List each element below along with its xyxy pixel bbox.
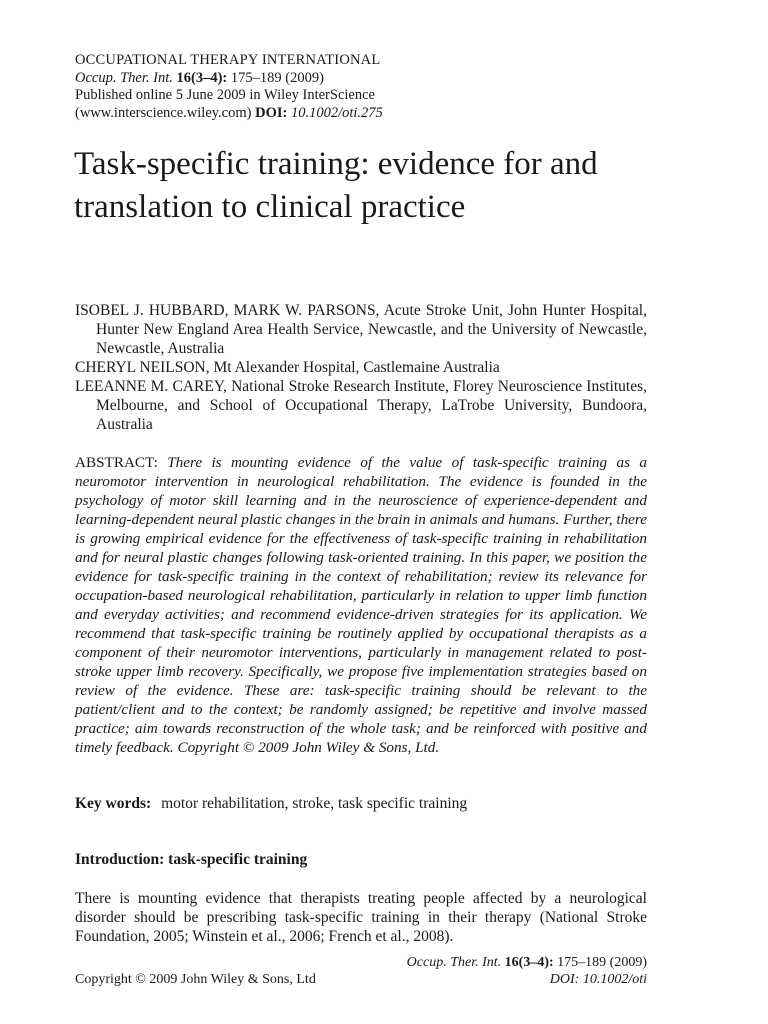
body-paragraph: There is mounting evidence that therapists treating people affected by a neurological disorder should be prescribing task-specific training in their therapy (National Stroke Foundation, 2005; Winstein et al., 2006; French et al., 2008). [75, 890, 647, 945]
journal-abbrev: Occup. Ther. Int. [75, 69, 173, 86]
journal-volume: 16(3–4): [176, 69, 228, 86]
footer-citation-line [407, 954, 647, 971]
author-entry: ISOBEL J. HUBBARD, MARK W. PARSONS, Acute Stroke Unit, John Hunter Hospital, Hunter New England Area Health Service, Newcastle, and the University of Newcastle, Newcastle, Australia [75, 302, 647, 357]
abstract-text: There is mounting evidence of the value of task-specific training as a neuromotor intervention in neurological rehabilitation. The evidence is founded in the psychology of motor skill learning and in the neuroscience of experience-dependent and learning-dependent neural plastic changes in the brain in animals and humans. Further, there is growing empirical evidence for the effectiveness of task-specific training in rehabilitation and for neural plastic changes following task-oriented training. In this paper, we position the evidence for task-specific training in the context of rehabilitation; review its relevance for occupation-based neurological rehabilitation, particularly in relation to upper limb function and everyday activities; and recommend evidence-driven strategies for its application. We recommend that task-specific training be routinely applied by occupational therapists as a component of their neuromotor interventions, particularly in management related to post-stroke upper limb recovery. Specifically, we propose five implementation strategies based on review of the evidence. These are: task-specific training should be relevant to the patient/client and to the context; be randomly assigned; be repetitive and involve massed practice; aim towards reconstruction of the whole task; and be reinforced with positive and timely feedback. Copyright © 2009 John Wiley & Sons, Ltd. [75, 454, 647, 756]
author-entry: LEEANNE M. CAREY, National Stroke Research Institute, Florey Neuroscience Institutes, Melbourne, and School of Occupational Therapy, LaTrobe University, Bundoora, Australia [75, 378, 647, 433]
journal-header [75, 52, 383, 122]
footer-doi: 10.1002/oti [582, 972, 647, 987]
footer-doi-label: DOI: [549, 972, 580, 987]
footer-journal-abbrev: Occup. Ther. Int. [406, 955, 502, 970]
keywords-text: motor rehabilitation, stroke, task specific training [161, 795, 468, 812]
keywords [75, 794, 467, 813]
section-heading: Introduction: task-specific training [75, 851, 308, 868]
doi-value: 10.1002/oti.275 [290, 104, 383, 121]
journal-pages: 175–189 (2009) [230, 69, 324, 86]
abstract [75, 453, 647, 757]
journal-name: OCCUPATIONAL THERAPY INTERNATIONAL [75, 52, 381, 68]
journal-website: (www.interscience.wiley.com) [75, 104, 252, 121]
footer-doi-line [407, 971, 647, 988]
paper-title: Task-specific training: evidence for and translation to clinical practice [74, 146, 598, 225]
footer-pages: 175–189 (2009) [557, 955, 647, 970]
keywords-label: Key words: [75, 795, 152, 812]
footer-citation [407, 954, 647, 988]
published-line: Published online 5 June 2009 in Wiley InterScience [75, 87, 375, 103]
citation-line [75, 70, 383, 88]
footer-volume: 16(3–4): [504, 955, 554, 970]
footer-copyright: Copyright © 2009 John Wiley & Sons, Ltd [75, 972, 316, 987]
author-entry: CHERYL NEILSON, Mt Alexander Hospital, Castlemaine Australia [75, 359, 500, 376]
website-doi-line [75, 105, 383, 123]
author-list [75, 301, 647, 434]
doi-label: DOI: [255, 104, 288, 121]
abstract-label: ABSTRACT: [75, 454, 158, 471]
